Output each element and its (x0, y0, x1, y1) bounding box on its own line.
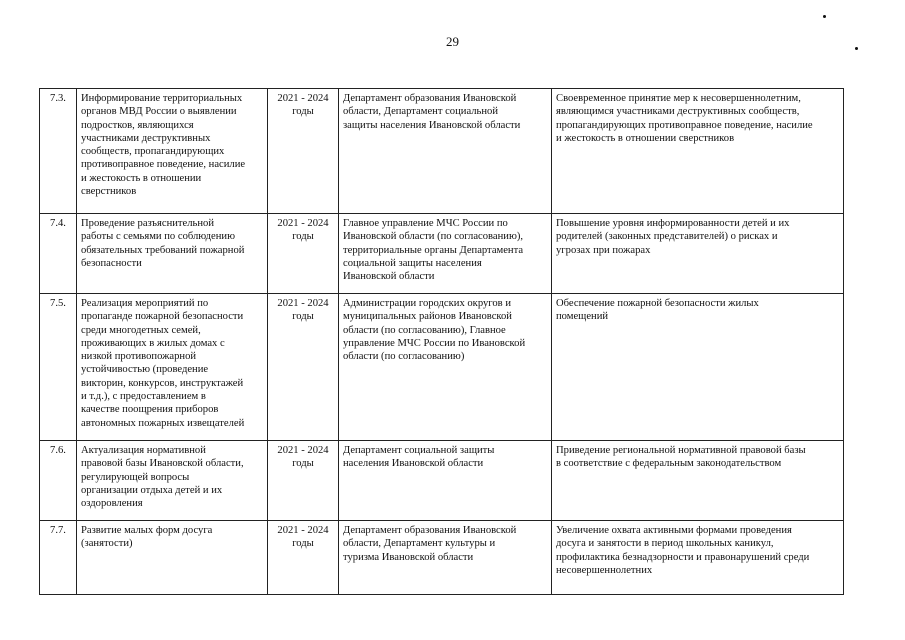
activity-cell-line: подростков, являющихся (81, 119, 194, 131)
period-cell-line: 2021 - 2024 (277, 298, 329, 309)
period-cell (268, 441, 339, 521)
activity-cell (77, 89, 268, 214)
result-cell-line: профилактика безнадзорности и правонарушений среди (556, 551, 810, 563)
activity-cell (77, 294, 268, 441)
result-cell (552, 441, 844, 521)
period-cell-line: годы (292, 458, 314, 470)
activity-cell-line: пропаганде пожарной безопасности (81, 311, 244, 323)
result-cell-line: Повышение уровня информированности детей и их (556, 218, 790, 229)
activity-cell-line: и жестокость в отношении (81, 172, 202, 184)
scan-speck (855, 47, 858, 50)
activity-cell-line: качестве поощрения приборов (81, 404, 219, 416)
result-cell-line: Обеспечение пожарной безопасности жилых (556, 298, 759, 309)
activity-cell-line: Развитие малых форм досуга (81, 525, 213, 536)
executor-cell-line: Главное управление МЧС России по (343, 218, 508, 229)
activity-cell-line: проживающих в жилых домах с (81, 337, 225, 349)
period-cell-line: годы (292, 538, 314, 550)
executor-cell-line: Департамент образования Ивановской (343, 525, 517, 536)
period-cell-line: годы (292, 106, 314, 118)
activity-cell-line: участниками деструктивных (81, 132, 211, 144)
result-cell-line: пропагандирующих противоправное поведение, насилие (556, 119, 813, 131)
scan-speck (823, 15, 826, 18)
executor-cell (339, 441, 552, 521)
executor-cell (339, 89, 552, 214)
activity-cell-line: противоправное поведение, насилие (81, 159, 246, 171)
activity-cell-line: правовой базы Ивановской области, (81, 458, 244, 470)
activity-cell-line: сверстников (81, 186, 137, 198)
activity-cell-line: органов МВД России о выявлении (81, 106, 237, 118)
result-cell-line: угрозах при пожарах (556, 244, 651, 256)
result-cell-line: помещений (556, 311, 609, 323)
executor-cell-line: муниципальных районов Ивановской (343, 311, 512, 323)
period-cell-line: годы (292, 231, 314, 243)
result-cell-line: в соответствие с федеральным законодательством (556, 458, 782, 470)
table-row (40, 214, 844, 294)
executor-cell (339, 521, 552, 595)
activity-cell-line: обязательных требований пожарной (81, 244, 245, 256)
activity-cell-line: и т.д.), с предоставлением в (81, 391, 206, 403)
period-cell-line: 2021 - 2024 (277, 525, 329, 536)
item-number: 7.3. (40, 89, 77, 214)
activity-cell-line: среди многодетных семей, (81, 324, 201, 336)
result-cell-line: Приведение региональной нормативной правовой базы (556, 445, 806, 456)
activity-cell (77, 214, 268, 294)
executor-cell-line: территориальные органы Департамента (343, 244, 524, 256)
period-cell-line: 2021 - 2024 (277, 93, 329, 104)
executor-cell-line: области, Департамент культуры и (343, 538, 496, 550)
executor-cell-line: области, Департамент социальной (343, 106, 498, 118)
table-row (40, 89, 844, 214)
activity-cell-line: сообществ, пропагандирующих (81, 146, 225, 158)
executor-cell (339, 294, 552, 441)
activity-cell-line: регулирующей вопросы (81, 471, 190, 483)
activity-cell (77, 521, 268, 595)
period-cell (268, 294, 339, 441)
measures-table (39, 88, 844, 595)
period-cell-line: 2021 - 2024 (277, 445, 329, 456)
result-cell (552, 521, 844, 595)
executor-cell-line: Ивановской области (343, 271, 435, 283)
activity-cell-line: Проведение разъяснительной (81, 218, 215, 229)
executor-cell-line: Администрации городских округов и (343, 298, 511, 309)
executor-cell-line: социальной защиты населения (343, 257, 482, 269)
page-number: 29 (446, 34, 459, 49)
result-cell (552, 89, 844, 214)
result-cell (552, 214, 844, 294)
activity-cell-line: (занятости) (81, 538, 133, 550)
result-cell-line: Увеличение охвата активными формами проведения (556, 525, 792, 536)
activity-cell-line: Информирование территориальных (81, 93, 243, 104)
result-cell-line: и жестокость в отношении сверстников (556, 132, 735, 144)
activity-cell-line: автономных пожарных извещателей (81, 417, 245, 429)
activity-cell-line: устойчивостью (проведение (81, 364, 209, 376)
period-cell-line: 2021 - 2024 (277, 218, 329, 229)
activity-cell-line: оздоровления (81, 498, 143, 510)
result-cell (552, 294, 844, 441)
executor-cell-line: области (по согласованию) (343, 351, 465, 363)
executor-cell-line: туризма Ивановской области (343, 551, 474, 563)
item-number: 7.7. (40, 521, 77, 595)
activity-cell-line: викторин, конкурсов, инструктажей (81, 377, 244, 389)
activity-cell-line: организации отдыха детей и их (81, 484, 223, 496)
table-row (40, 521, 844, 595)
executor-cell-line: Департамент социальной защиты (343, 445, 495, 456)
activity-cell (77, 441, 268, 521)
table-row (40, 441, 844, 521)
item-number: 7.6. (40, 441, 77, 521)
executor-cell-line: защиты населения Ивановской области (343, 119, 521, 131)
activity-cell-line: Реализация мероприятий по (81, 298, 209, 309)
period-cell (268, 89, 339, 214)
table-row (40, 294, 844, 441)
executor-cell-line: Департамент образования Ивановской (343, 93, 517, 104)
executor-cell-line: управление МЧС России по Ивановской (343, 337, 526, 349)
period-cell (268, 214, 339, 294)
result-cell-line: являющимся участниками деструктивных сообществ, (556, 106, 800, 118)
period-cell (268, 521, 339, 595)
activity-cell-line: работы с семьями по соблюдению (81, 231, 236, 243)
item-number: 7.5. (40, 294, 77, 441)
executor-cell-line: области (по согласованию), Главное (343, 324, 506, 336)
period-cell-line: годы (292, 311, 314, 323)
executor-cell (339, 214, 552, 294)
result-cell-line: Своевременное принятие мер к несовершеннолетним, (556, 93, 801, 104)
result-cell-line: несовершеннолетних (556, 564, 653, 576)
item-number: 7.4. (40, 214, 77, 294)
result-cell-line: досуга и занятости в период школьных каникул, (556, 538, 774, 550)
activity-cell-line: безопасности (81, 257, 142, 269)
executor-cell-line: населения Ивановской области (343, 458, 484, 470)
activity-cell-line: Актуализация нормативной (81, 445, 206, 456)
executor-cell-line: Ивановской области (по согласованию), (343, 231, 524, 243)
activity-cell-line: низкой противопожарной (81, 351, 197, 363)
result-cell-line: родителей (законных представителей) о рисках и (556, 231, 778, 243)
